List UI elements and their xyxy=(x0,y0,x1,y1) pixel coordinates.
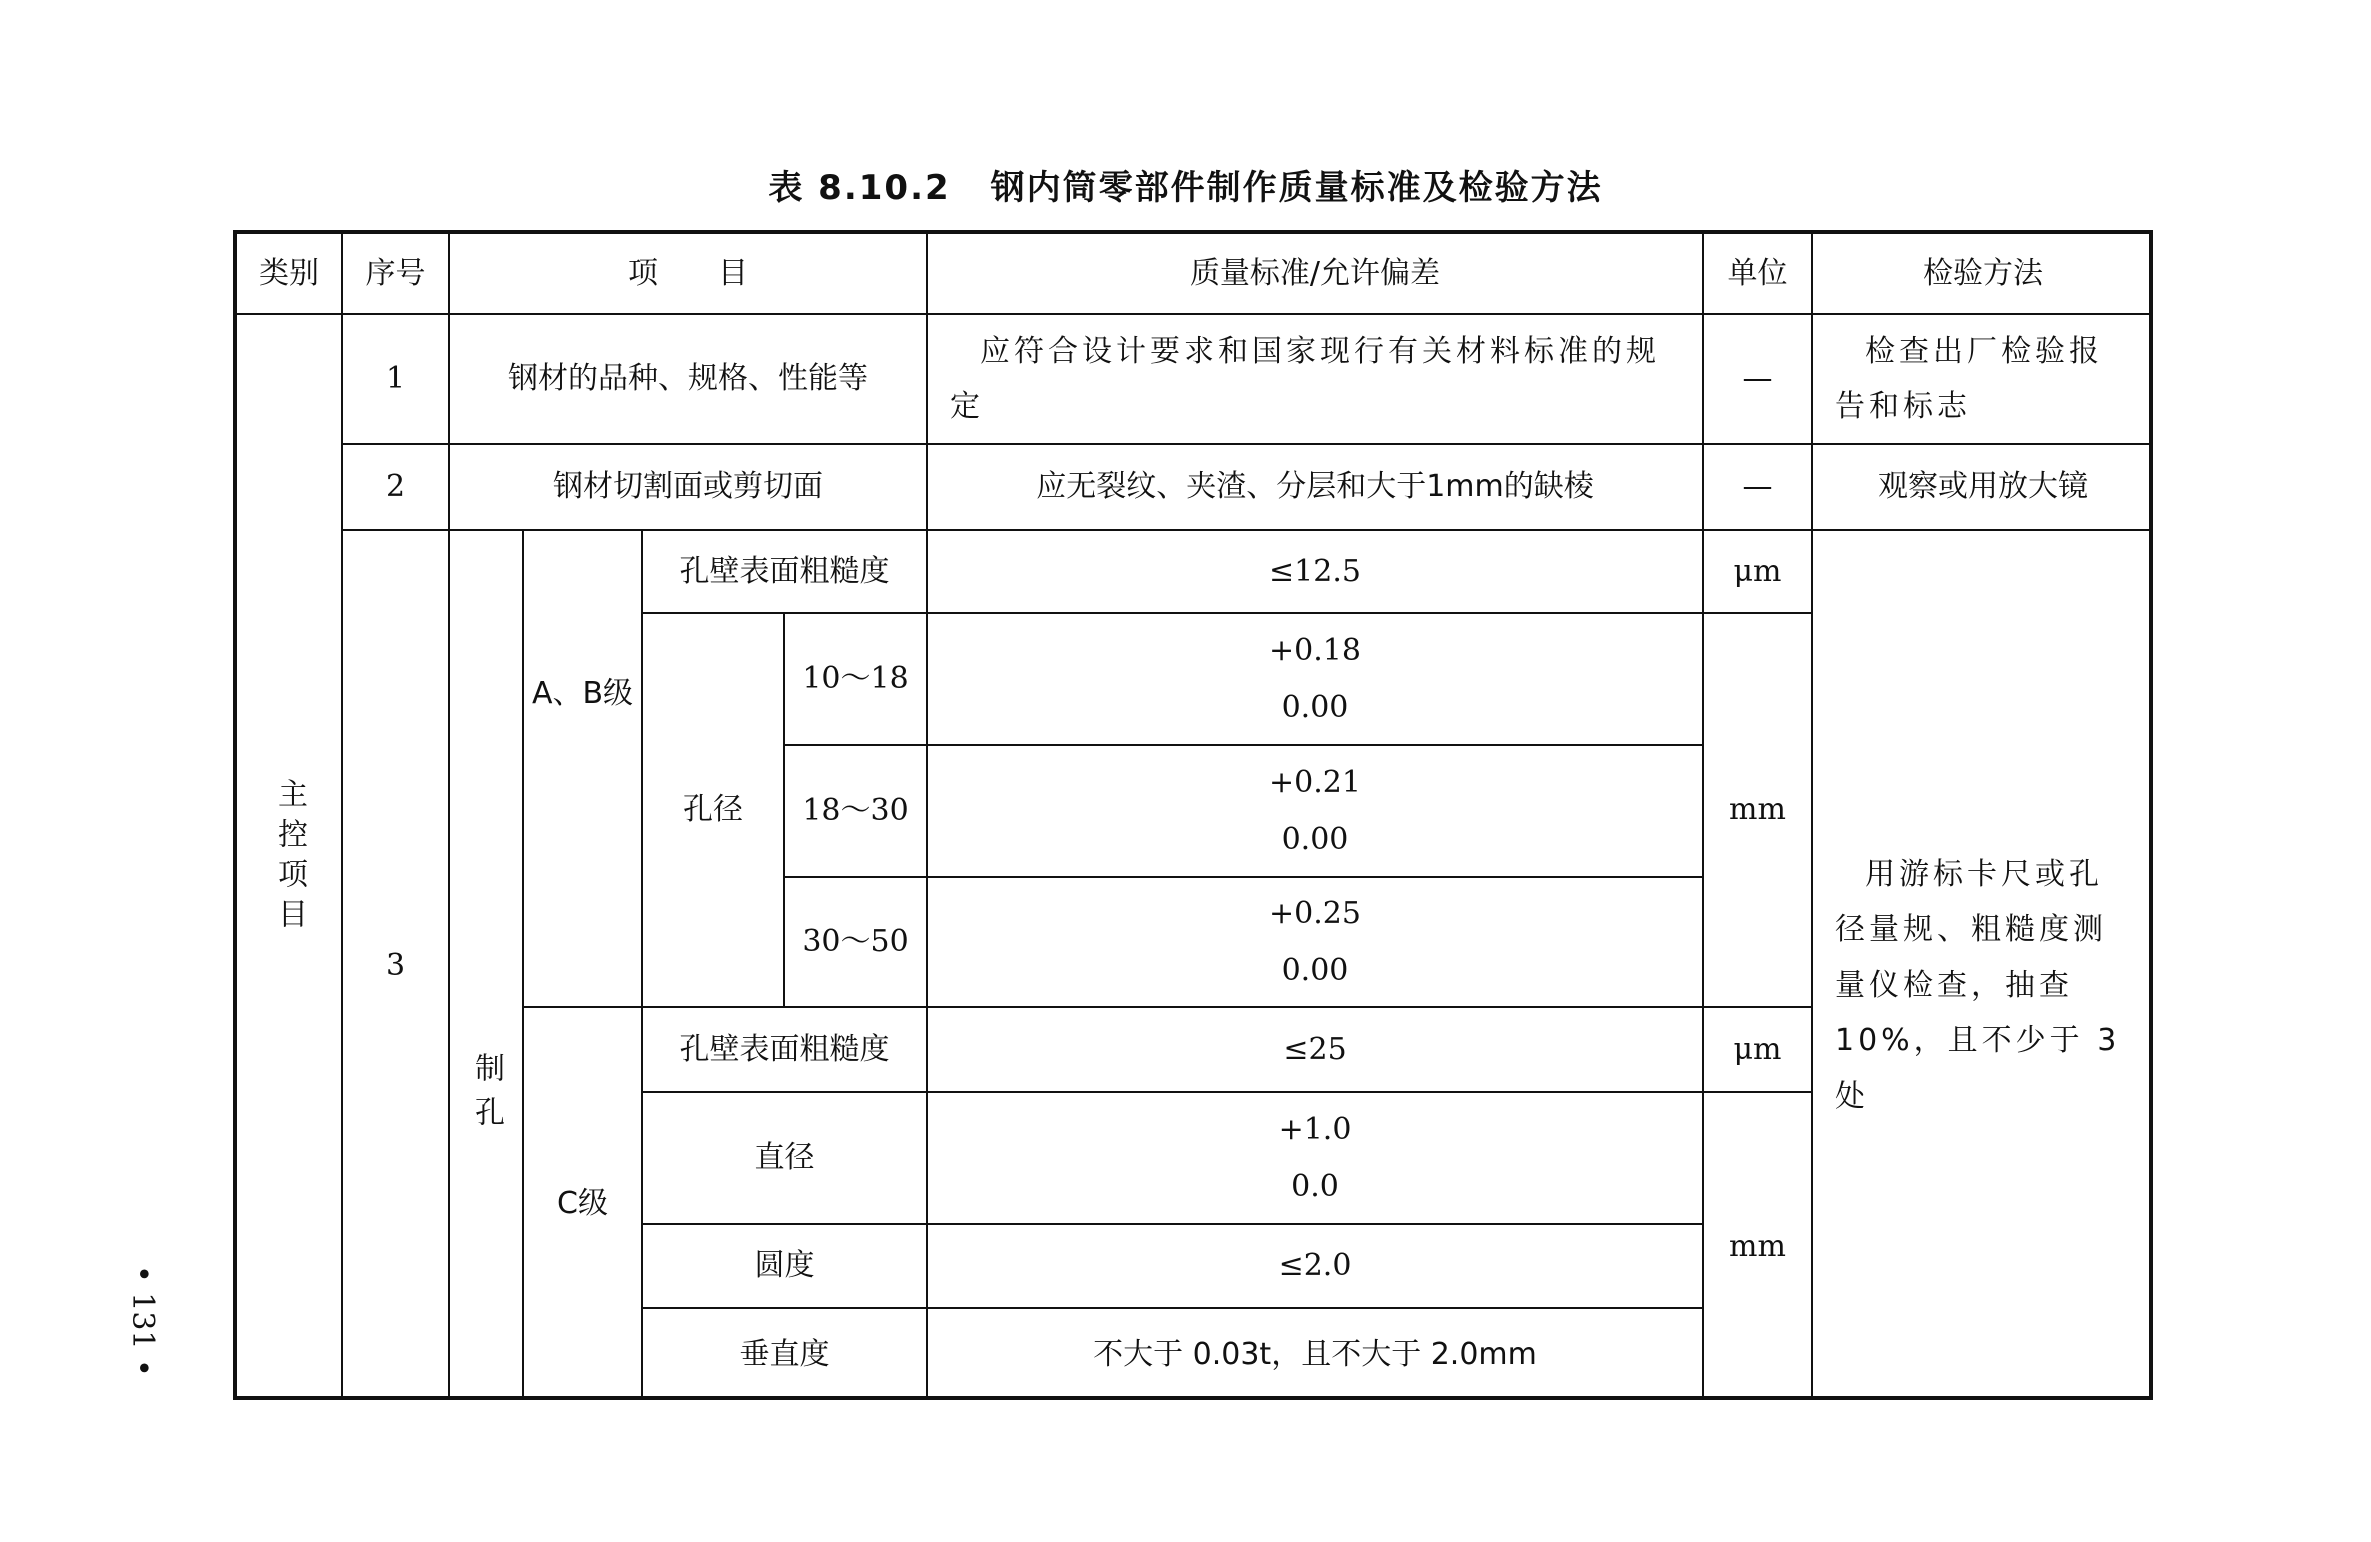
row3-seq: 3 xyxy=(343,531,450,1400)
page-number: • 131 • xyxy=(125,1265,160,1377)
header-method: 检验方法 xyxy=(1813,234,2153,315)
row2-unit: — xyxy=(1704,445,1813,531)
table-title xyxy=(0,160,2371,209)
ab-tolerance-1-upper: +0.18 xyxy=(1269,633,1361,668)
ab-diameter-label: 孔径 xyxy=(643,614,785,1008)
row1-method-cell xyxy=(1813,315,2153,445)
ab-tolerance-2 xyxy=(928,746,1704,878)
row3-method-cell xyxy=(1813,531,2153,1400)
c-diameter-lower: 0.0 xyxy=(1291,1169,1339,1204)
row1-standard-cell xyxy=(928,315,1704,445)
header-unit: 单位 xyxy=(1704,234,1813,315)
row2-method: 观察或用放大镜 xyxy=(1813,445,2153,531)
ab-range-2: 18～30 xyxy=(785,746,928,878)
row1-standard: 应符合设计要求和国家现行有关材料标准的规定 xyxy=(950,333,1660,424)
c-roughness-standard: ≤25 xyxy=(928,1008,1704,1093)
row2-item: 钢材切割面或剪切面 xyxy=(450,445,928,531)
c-diameter-upper: +1.0 xyxy=(1278,1112,1352,1147)
c-roundness-standard: ≤2.0 xyxy=(928,1225,1704,1309)
ab-tolerance-3 xyxy=(928,878,1704,1008)
row1-seq: 1 xyxy=(343,315,450,445)
category-cell xyxy=(237,315,343,1400)
c-diameter-tolerance xyxy=(928,1093,1704,1225)
ab-roughness-unit: μm xyxy=(1704,531,1813,614)
header-category: 类别 xyxy=(237,234,343,315)
ab-range-3: 30～50 xyxy=(785,878,928,1008)
ab-tolerance-1 xyxy=(928,614,1704,746)
c-class-label: C级 xyxy=(524,1008,643,1400)
row2-standard: 应无裂纹、夹渣、分层和大于1mm的缺棱 xyxy=(928,445,1704,531)
ab-tolerance-2-upper: +0.21 xyxy=(1269,765,1361,800)
header-standard: 质量标准/允许偏差 xyxy=(928,234,1704,315)
row3-method: 用游标卡尺或孔径量规、粗糙度测量仪检查，抽查 10%，且不少于 3 处 xyxy=(1835,856,2121,1114)
row1-method: 检查出厂检验报告和标志 xyxy=(1835,333,2103,424)
c-unit: mm xyxy=(1704,1093,1813,1400)
header-item: 项 目 xyxy=(450,234,928,315)
c-diameter-item: 直径 xyxy=(643,1093,928,1225)
quality-standard-table xyxy=(233,230,2153,1400)
row1-item: 钢材的品种、规格、性能等 xyxy=(450,315,928,445)
ab-tolerance-1-lower: 0.00 xyxy=(1281,690,1349,725)
category-label: 主控项目 xyxy=(272,777,307,938)
ab-range-1: 10～18 xyxy=(785,614,928,746)
header-seq: 序号 xyxy=(343,234,450,315)
row3-group-cell xyxy=(450,531,524,1400)
ab-roughness-item: 孔壁表面粗糙度 xyxy=(643,531,928,614)
ab-tolerance-2-lower: 0.00 xyxy=(1281,822,1349,857)
c-roundness-item: 圆度 xyxy=(643,1225,928,1309)
ab-tolerance-3-upper: +0.25 xyxy=(1269,896,1361,931)
table-title-text: 钢内筒零部件制作质量标准及检验方法 xyxy=(990,168,1603,208)
c-perpendicularity-item: 垂直度 xyxy=(643,1309,928,1400)
table-number: 表 8.10.2 xyxy=(768,168,951,208)
ab-roughness-standard: ≤12.5 xyxy=(928,531,1704,614)
row3-group: 制孔 xyxy=(469,1051,504,1140)
c-perpendicularity-standard: 不大于 0.03t，且不大于 2.0mm xyxy=(928,1309,1704,1400)
ab-diameter-unit: mm xyxy=(1704,614,1813,1008)
row2-seq: 2 xyxy=(343,445,450,531)
c-roughness-unit: μm xyxy=(1704,1008,1813,1093)
ab-class-label: A、B级 xyxy=(524,531,643,1008)
c-roughness-item: 孔壁表面粗糙度 xyxy=(643,1008,928,1093)
ab-tolerance-3-lower: 0.00 xyxy=(1281,953,1349,988)
row1-unit: — xyxy=(1704,315,1813,445)
